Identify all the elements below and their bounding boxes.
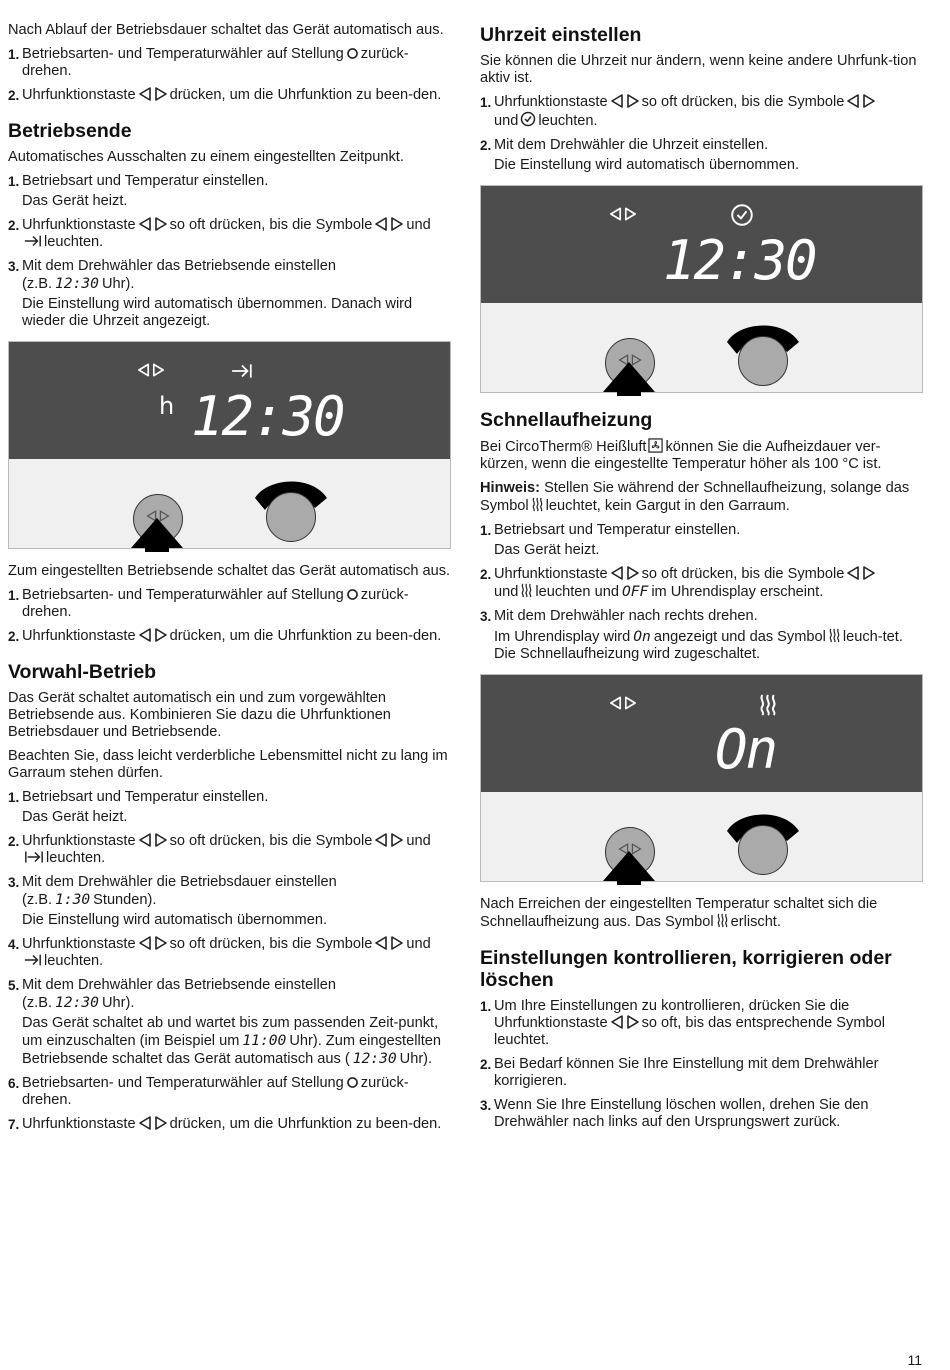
page-number: 11 — [907, 1352, 922, 1368]
list-item: 1. Betriebsart und Temperatur einstellen. Das Gerät heizt. — [8, 789, 269, 825]
list-item: 2. Bei Bedarf können Sie Ihre Einstellung mit dem Drehwähler korrigieren. — [480, 1056, 879, 1089]
clock-function-icon — [846, 94, 876, 108]
paragraph: Zum eingestellten Betriebsende schaltet das Gerät automatisch aus. — [8, 563, 451, 579]
list-item: 4. Uhrfunktionstaste so oft drücken, bis die Symbole undleuchten. — [8, 936, 431, 969]
lcd-time: 12:30 — [55, 275, 99, 292]
clock-function-icon — [138, 833, 168, 847]
circotherm-fan-icon — [648, 438, 663, 453]
rapid-heat-icon — [828, 628, 841, 643]
rapid-heat-icon — [758, 693, 778, 717]
clock-function-icon — [374, 217, 404, 231]
paragraph: Nach Erreichen der eingestellten Temperatur schaltet sich die Schnellaufheizung aus. Das Symbol erlischt. — [480, 896, 878, 930]
clock-function-icon — [374, 936, 404, 950]
list-item: 2. Mit dem Drehwähler die Uhrzeit einstellen. Die Einstellung wird automatisch übernommen. — [480, 137, 799, 173]
section-title: Uhrzeit einstellen — [480, 24, 642, 46]
rapid-heat-icon — [520, 583, 533, 598]
list-item: 3. Mit dem Drehwähler nach rechts drehen. Im Uhrendisplay wird On angezeigt und das Symbol leuch-tet. Die Schnellaufheizung wird zugeschaltet. — [480, 608, 903, 662]
end-time-icon — [231, 363, 253, 379]
display-text: On — [715, 718, 777, 781]
lcd-time: 11:00 — [242, 1032, 287, 1049]
clock-function-icon — [609, 696, 637, 710]
display-time: 12:30 — [663, 229, 816, 292]
rotary-knob[interactable] — [738, 825, 788, 875]
paragraph: Das Gerät schaltet automatisch ein und zum vorgewählten Betriebsende aus. Kombinieren Sie dazu die Uhrfunktionen Betriebsdauer und Betriebsende. — [8, 690, 391, 740]
list-item: 3. Wenn Sie Ihre Einstellung löschen wollen, drehen Sie den Drehwähler nach links auf den Ursprungswert zurück. — [480, 1097, 869, 1130]
lcd-text: OFF — [621, 583, 649, 600]
clock-icon — [520, 111, 536, 127]
rotary-knob[interactable] — [738, 336, 788, 386]
list-item: 1. Um Ihre Einstellungen zu kontrollieren, drücken Sie die Uhrfunktionstaste so oft, bis das entsprechende Symbol leuchtet. — [480, 998, 885, 1048]
oven-control-panel — [480, 185, 923, 393]
end-time-icon — [24, 953, 42, 967]
clock-function-icon — [138, 87, 168, 101]
list-item: 3. Mit dem Drehwähler die Betriebsdauer einstellen (z.B. 1:30 Stunden). Die Einstellung wird automatisch übernommen. — [8, 874, 337, 928]
list-item: 5. Mit dem Drehwähler das Betriebsende einstellen (z.B. 12:30 Uhr). Das Gerät schaltet ab und wartet bis zum passenden Zeit-punkt, um einzuschalten (im Beispiel um 11:00 Uhr). Zum eingestellten Betriebsende schaltet das Gerät automatisch aus ( 12:30 Uhr). — [8, 977, 441, 1067]
list-item: 3. Mit dem Drehwähler das Betriebsende einstellen (z.B. 12:30 Uhr). Die Einstellung wird automatisch übernommen. Danach wird wieder die Uhrzeit angezeigt. — [8, 258, 413, 329]
duration-icon — [24, 850, 44, 864]
rapid-heat-icon — [531, 497, 544, 512]
section-title: Schnellaufheizung — [480, 409, 653, 431]
press-arrow-icon — [601, 362, 657, 396]
press-arrow-icon — [601, 851, 657, 885]
paragraph: Sie können die Uhrzeit nur ändern, wenn keine andere Uhrfunk-tion aktiv ist. — [480, 53, 917, 86]
paragraph: Automatisches Ausschalten zu einem eingestellten Zeitpunkt. — [8, 149, 404, 165]
clock-function-icon — [138, 628, 168, 642]
lcd-time: 12:30 — [352, 1050, 397, 1067]
end-time-icon — [24, 234, 42, 248]
clock-function-icon — [609, 207, 637, 221]
list-item: 7. Uhrfunktionstaste drücken, um die Uhrfunktion zu been-den. — [8, 1116, 442, 1132]
oven-control-panel — [8, 341, 451, 549]
section-title: Vorwahl-Betrieb — [8, 661, 157, 683]
clock-function-icon — [846, 566, 876, 580]
clock-function-icon — [610, 566, 640, 580]
display-mode-letter: h — [159, 392, 175, 420]
zero-position-icon — [346, 47, 359, 60]
list-item: 1. Betriebsart und Temperatur einstellen. Das Gerät heizt. — [480, 522, 741, 558]
list-item: 1. Uhrfunktionstaste so oft drücken, bis die Symbole und leuchten. — [480, 94, 923, 130]
section-title: Betriebsende — [8, 120, 132, 142]
list-item: 1. Betriebsart und Temperatur einstellen. Das Gerät heizt. — [8, 173, 269, 209]
hint-paragraph: Hinweis: Stellen Sie während der Schnellaufheizung, solange das Symbol leuchtet, kein Gargut in den Garraum. — [480, 480, 910, 514]
press-arrow-icon — [129, 518, 185, 552]
list-item: 2. Uhrfunktionstaste drücken, um die Uhrfunktion zu been-den. — [8, 628, 442, 644]
clock-function-icon — [138, 217, 168, 231]
list-item: 1. Betriebsarten- und Temperaturwähler auf Stellung zurück-drehen. — [8, 46, 409, 79]
clock-icon — [730, 203, 754, 227]
section-title: Einstellungen kontrollieren, korrigieren oder löschen — [480, 947, 892, 991]
display-time: 12:30 — [191, 385, 344, 448]
paragraph: Beachten Sie, dass leicht verderbliche Lebensmittel nicht zu lang im Garraum stehen dürfen. — [8, 748, 448, 781]
rapid-heat-icon — [716, 913, 729, 928]
lcd-time: 1:30 — [55, 891, 91, 908]
zero-position-icon — [346, 588, 359, 601]
clock-function-icon — [610, 1015, 640, 1029]
paragraph: Nach Ablauf der Betriebsdauer schaltet das Gerät automatisch aus. — [8, 22, 444, 38]
lcd-time: 12:30 — [55, 994, 99, 1011]
list-item: 2. Uhrfunktionstaste so oft drücken, bis die Symbole undleuchten. — [8, 833, 431, 866]
paragraph: Bei CircoTherm® Heißluft können Sie die Aufheizdauer ver-kürzen, wenn die eingestellte Temperatur höher als 100 °C ist. — [480, 439, 882, 472]
list-item: 1. Betriebsarten- und Temperaturwähler auf Stellung zurück-drehen. — [8, 587, 409, 620]
list-item: 2. Uhrfunktionstaste so oft drücken, bis die Symbole und leuchten und OFF im Uhrendisplay erscheint. — [480, 566, 923, 601]
clock-function-icon — [137, 363, 165, 377]
clock-function-icon — [138, 936, 168, 950]
left-column — [8, 22, 451, 1140]
zero-position-icon — [346, 1076, 359, 1089]
lcd-text: On — [633, 628, 651, 645]
clock-function-icon — [138, 1116, 168, 1130]
oven-control-panel — [480, 674, 923, 882]
list-item: 2. Uhrfunktionstaste so oft drücken, bis die Symbole undleuchten. — [8, 217, 431, 250]
right-column — [480, 22, 923, 1138]
display-area — [481, 675, 922, 792]
rotary-knob[interactable] — [266, 492, 316, 542]
clock-function-icon — [374, 833, 404, 847]
clock-function-icon — [610, 94, 640, 108]
list-item: 6. Betriebsarten- und Temperaturwähler auf Stellung zurück-drehen. — [8, 1075, 409, 1108]
list-item: 2. Uhrfunktionstaste drücken, um die Uhrfunktion zu been-den. — [8, 87, 442, 103]
